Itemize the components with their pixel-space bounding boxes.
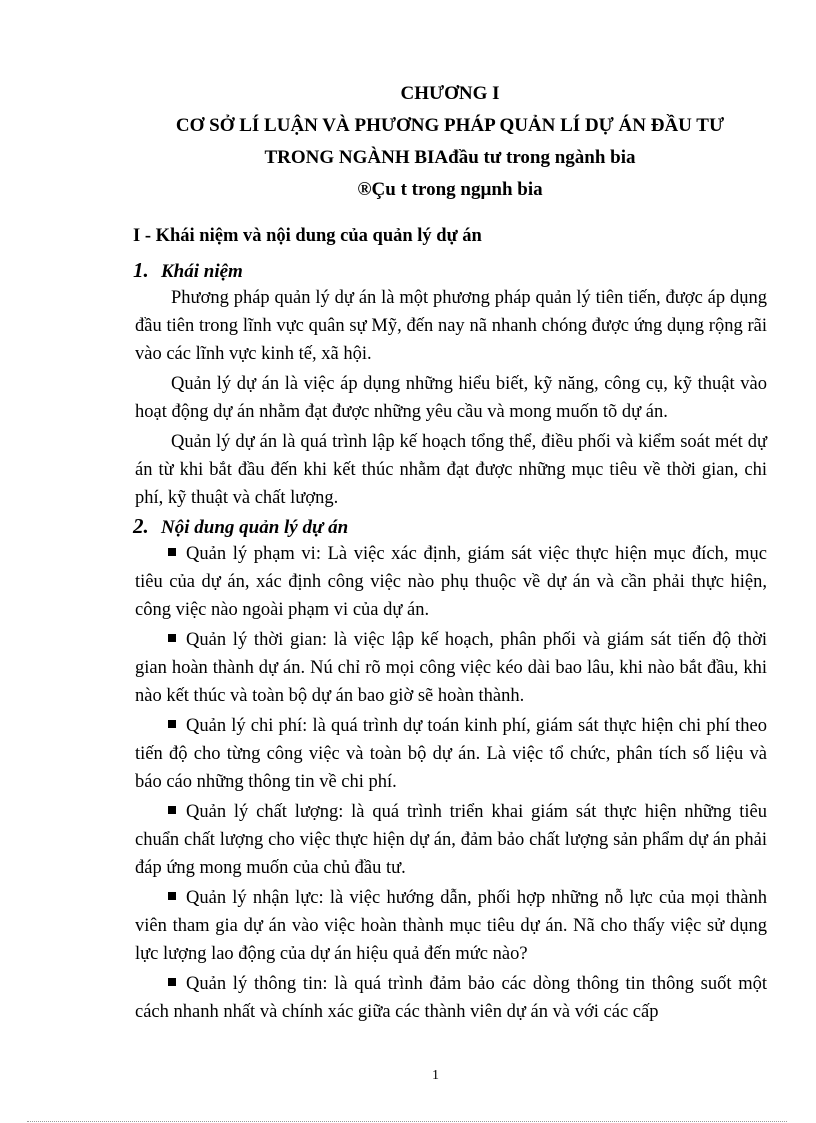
paragraph: Quản lý dự án là việc áp dụng những hiểu biết, kỹ năng, công cụ, kỹ thuật vào hoạt động dự án nhằm đạt được những yêu cầu và mong muốn tõ dự án. (135, 374, 767, 422)
subsection-1-heading (133, 256, 243, 286)
bullet-text: Quản lý nhận lực: là việc hướng dẫn, phối hợp những nỗ lực của mọi thành viên tham gia dự án vào việc hoàn thành mục tiêu dự án. Nã cho thấy việc sử dụng lực lượng lao động của dự án hiệu quả đến mức nào? (135, 888, 767, 964)
page-number: 1 (432, 1068, 439, 1083)
bullet-text: Quản lý chi phí: là quá trình dự toán kinh phí, giám sát thực hiện chi phí theo tiến độ cho từng công việc và toàn bộ dự án. Là việc tổ chức, phân tích số liệu và báo cáo những thông tin về chi phí. (135, 716, 767, 792)
bullet-item (135, 626, 767, 710)
paragraph: Quản lý dự án là quá trình lập kế hoạch tổng thể, điều phối và kiểm soát mét dự án từ khi bắt đầu đến khi kết thúc nhằm đạt được những mục tiêu về thời gian, chi phí, kỹ thuật và chất lượng. (135, 432, 767, 508)
subsection-1-title: Khái niệm (161, 261, 243, 282)
bullet-text: Quản lý phạm vi: Là việc xác định, giám sát việc thực hiện mục đích, mục tiêu của dự án, xác định công việc nào phụ thuộc về dự án và cần phải thực hiện, công việc nào ngoài phạm vi của dự án. (135, 544, 767, 620)
bullet-item (135, 884, 767, 968)
bullet-item (135, 712, 767, 796)
page-break-divider (27, 1121, 787, 1122)
subsection-2-body (135, 540, 767, 1026)
bullet-text: Quản lý thông tin: là quá trình đảm bảo các dòng thông tin thông suốt một cách nhanh nhất và chính xác giữa các thành viên dự án và với các cấp (135, 974, 767, 1022)
bullet-text: Quản lý chất lượng: là quá trình triển khai giám sát thực hiện những tiêu chuẩn chất lượng cho việc thực hiện dự án, đảm bảo chất lượng sản phẩm dự án phải đáp ứng mong muốn của chủ đầu tư. (135, 802, 767, 878)
subsection-2-heading (133, 512, 348, 542)
chapter-number: CHƯƠNG I (400, 83, 500, 104)
square-bullet-icon (168, 978, 176, 986)
chapter-title-line-1: CƠ SỞ LÍ LUẬN VÀ PHƯƠNG PHÁP QUẢN LÍ DỰ ÁN ĐẦU TƯ (175, 115, 725, 136)
bullet-item (135, 540, 767, 624)
bullet-text: Quản lý thời gian: là việc lập kế hoạch, phân phối và giám sát tiến độ thời gian hoàn thành dự án. Nú chỉ rõ mọi công việc kéo dài bao lâu, khi nào bắt đầu, khi nào kết thúc và toàn bộ dự án bao giờ sẽ hoàn thành. (135, 630, 767, 706)
subsection-1-number: 1. (133, 258, 149, 282)
square-bullet-icon (168, 548, 176, 556)
subsection-1-body (135, 284, 767, 512)
bullet-item (135, 970, 767, 1026)
paragraph: Phương pháp quản lý dự án là một phương pháp quản lý tiên tiến, được áp dụng đầu tiên trong lĩnh vực quân sự Mỹ, đến nay nã nhanh chóng được ứng dụng rộng rãi vào các lĩnh vực kinh tế, xã hội. (135, 288, 767, 364)
square-bullet-icon (168, 634, 176, 642)
chapter-title (100, 78, 800, 206)
square-bullet-icon (168, 720, 176, 728)
chapter-title-line-2: TRONG NGÀNH BIAđầu tư trong ngành bia (264, 147, 636, 168)
chapter-title-line-3: ®Çu t trong ngµnh bia (357, 179, 543, 200)
subsection-2-number: 2. (133, 514, 149, 538)
subsection-2-title: Nội dung quản lý dự án (161, 517, 349, 538)
square-bullet-icon (168, 892, 176, 900)
section-heading: I - Khái niệm và nội dung của quản lý dự án (133, 226, 482, 246)
square-bullet-icon (168, 806, 176, 814)
bullet-item (135, 798, 767, 882)
